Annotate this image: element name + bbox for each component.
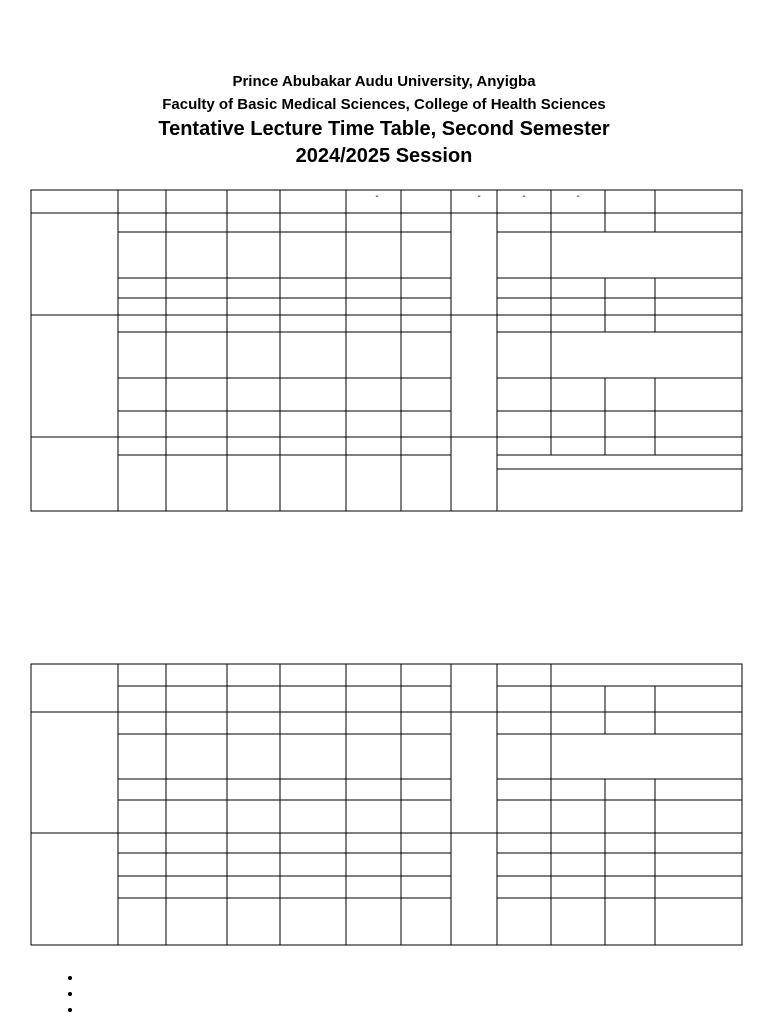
header-mark: - <box>477 191 481 202</box>
faculty-name: Faculty of Basic Medical Sciences, College of Health Sciences <box>162 96 606 113</box>
header-mark: - <box>576 191 580 202</box>
session-label: 2024/2025 Session <box>295 145 473 167</box>
timetable-2 <box>31 664 742 945</box>
header-mark: - <box>522 191 526 202</box>
bullet-point <box>68 976 72 980</box>
header-mark: - <box>375 191 379 202</box>
university-name: Prince Abubakar Audu University, Anyigba <box>232 73 536 90</box>
bullet-point <box>68 992 72 996</box>
timetable-1 <box>31 190 742 511</box>
bullet-point <box>68 1008 72 1012</box>
document-title: Tentative Lecture Time Table, Second Semester <box>158 118 610 140</box>
bullet-list <box>68 976 72 1024</box>
